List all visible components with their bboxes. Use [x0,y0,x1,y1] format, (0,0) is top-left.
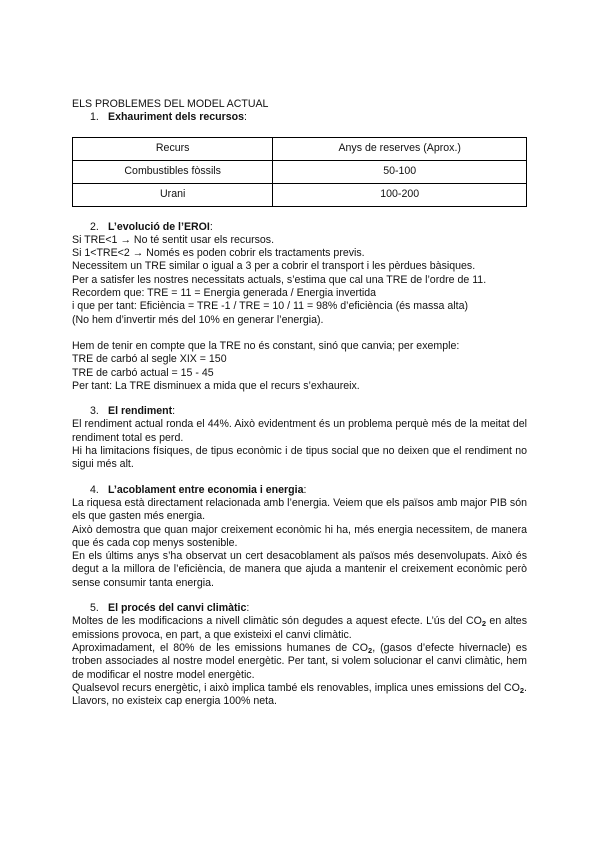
section-1-colon: : [244,111,247,124]
table-cell: Urani [73,183,273,206]
paragraph [72,642,527,682]
text-line: Recordem que: TRE = 11 = Energia generada / Energia invertida [72,287,377,300]
section-1-heading [72,111,527,124]
section-5-colon: : [246,602,250,615]
table-row [73,183,527,206]
section-5-title: El procés del canvi climàtic [108,602,247,615]
table-header-row [73,137,527,160]
section-4-colon: : [303,483,307,496]
paragraph: Hi ha limitacions físiques, de tipus econòmic i de tipus social que no deixen que el rendiment no sigui més alt. [72,445,527,471]
section-3-heading [72,405,527,418]
paragraph: En els últims anys s’ha observat un cert desacoblament als països més desenvolupats. Això és degut a la millora de l’eficiència, de manera que ajuda a mantenir el creixement econòmic però sense consumir tanta energia. [72,550,527,589]
document-title: ELS PROBLEMES DEL MODEL ACTUAL [72,98,269,110]
document-body [72,98,527,708]
paragraph: Això demostra que quan major creixement econòmic hi ha, més energia necessitem, de manera que és cada cop menys sostenible. [72,523,527,549]
paragraph: La riquesa està directament relacionada amb l’energia. Veiem que els països amb major PIB són els que gasten més energia. [72,496,527,523]
section-1-number: 1. [90,111,99,124]
text-run: , (gasos d’efecte hivernacle) es troben associades al nostre model energètic. Per tant, si volem solucionar el canvi climàtic, hem de modificar el nostre model energètic. [72,641,527,681]
text-line: Necessitem un TRE similar o igual a 3 per a cobrir el transport i les pèrdues bàsiques. [72,260,476,273]
text-line: Per tant: La TRE disminuex a mida que el recurs s’exhaureix. [72,379,360,392]
section-2-heading [72,221,527,234]
text-line: (No hem d’invertir més del 10% en generar l’energia). [72,313,324,326]
text-line: Per a satisfer les nostres necessitats actuals, s’estima que cal una TRE de l’ordre de 11. [72,273,487,286]
paragraph: El rendiment actual ronda el 44%. Això evidentment és un problema perquè més de la meitat del rendiment total es perd. [72,418,527,444]
subscript: 2 [519,685,525,695]
section-1-title: Exhauriment dels recursos [108,111,245,124]
subscript: 2 [368,645,373,655]
table-cell: Combustibles fòssils [73,160,273,183]
text-line: TRE de carbó actual = 15 - 45 [72,366,214,379]
section-4-number: 4. [90,483,99,496]
section-3-title: El rendiment [108,405,173,418]
text-run: Aproximadament, el 80% de les emissions humanes de CO [72,641,369,654]
text-line: Hem de tenir en compte que la TRE no és constant, sinó que canvia; per exemple: [72,339,460,352]
section-5-heading [72,602,527,615]
section-2-number: 2. [90,220,99,233]
section-4-heading [72,484,527,497]
section-2-colon: : [209,220,213,233]
section-2-title: L’evolució de l’EROI [108,220,210,233]
reserves-table [72,137,527,207]
section-3-colon: : [172,405,176,418]
table-row [73,160,527,183]
section-5-number: 5. [90,602,99,615]
spacer [72,327,527,340]
table-cell: 50-100 [273,160,527,183]
table-header-cell: Recurs [73,137,273,160]
paragraph [72,682,527,709]
table-cell: 100-200 [273,183,527,206]
text-line: i que per tant: Eficiència = TRE -1 / TRE = 10 / 11 = 98% d’eficiència (és massa alta) [72,300,468,313]
text-line: Si 1<TRE<2 → Només es poden cobrir els tractaments previs. [72,247,365,260]
text-run: . Llavors, no existeix cap energia 100% neta. [72,681,527,708]
subscript: 2 [481,619,487,629]
text-run: Qualsevol recurs energètic, i això implica també els renovables, implica unes emissions del CO [72,681,520,694]
section-3-number: 3. [90,405,99,418]
text-run: Moltes de les modificacions a nivell climàtic són degudes a aquest efecte. L’ús del CO [72,615,482,628]
table-header-cell: Anys de reserves (Aprox.) [273,137,527,160]
text-run: en altes emissions provoca, en part, a que existeixi el canvi climàtic. [72,615,527,641]
text-line: Si TRE<1 → No té sentit usar els recursos. [72,233,275,246]
paragraph [72,615,527,642]
section-4-title: L’acoblament entre economia i energia [108,483,304,496]
text-line: TRE de carbó al segle XIX = 150 [72,353,227,366]
